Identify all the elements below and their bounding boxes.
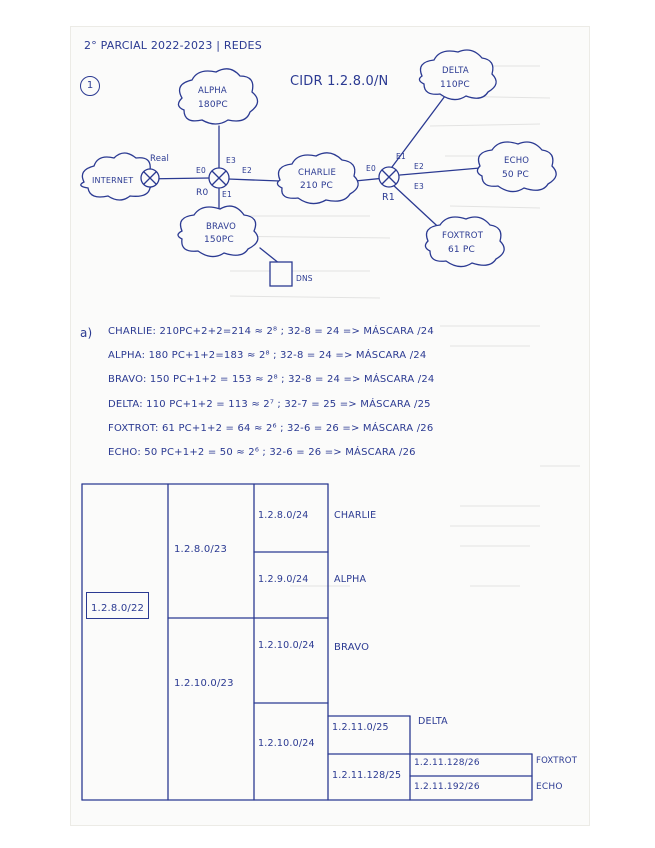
r1-e1-label: E1 <box>396 152 406 161</box>
cloud-foxtrot-name: FOXTROT <box>442 231 484 241</box>
paper-sheet <box>70 26 590 826</box>
level2-name-charlie: CHARLIE <box>334 510 377 521</box>
cloud-delta-name: DELTA <box>442 66 469 76</box>
cloud-alpha-pcs: 180PC <box>198 100 228 110</box>
cloud-bravo-name: BRAVO <box>206 222 237 232</box>
exam-title: 2° PARCIAL 2022-2023 | REDES <box>84 39 262 52</box>
dns-label: DNS <box>296 274 313 283</box>
level2-subnet-3: 1.2.10.0/24 <box>258 738 315 749</box>
level4-subnet-0: 1.2.11.128/26 <box>414 758 480 768</box>
level2-subnet-1: 1.2.9.0/24 <box>258 574 309 585</box>
calc-line-echo: ECHO: 50 PC+1+2 = 50 ≈ 2⁶ ; 32-6 = 26 => MÁSCARA /26 <box>108 447 416 458</box>
part-a-label: a) <box>80 326 93 340</box>
r0-e3-label: E3 <box>226 156 236 165</box>
level2-name-alpha: ALPHA <box>334 574 367 585</box>
cloud-alpha-name: ALPHA <box>198 86 227 96</box>
cloud-foxtrot-pcs: 61 PC <box>448 245 476 255</box>
calc-line-charlie: CHARLIE: 210PC+2+2=214 ≈ 2⁸ ; 32-8 = 24 => MÁSCARA /24 <box>108 326 434 337</box>
cidr-label: CIDR 1.2.8.0/N <box>290 74 389 89</box>
cloud-charlie-pcs: 210 PC <box>300 181 333 191</box>
level2-subnet-2: 1.2.10.0/24 <box>258 640 315 651</box>
cloud-echo-name: ECHO <box>504 156 530 166</box>
r0-e0-label: E0 <box>196 166 206 175</box>
level4-name-echo: ECHO <box>536 782 563 792</box>
cloud-delta-pcs: 110PC <box>440 80 470 90</box>
calc-line-delta: DELTA: 110 PC+1+2 = 113 ≈ 2⁷ ; 32-7 = 25 => MÁSCARA /25 <box>108 399 431 410</box>
root-subnet: 1.2.8.0/22 <box>91 603 145 614</box>
r1-e2-label: E2 <box>414 162 424 171</box>
level4-subnet-1: 1.2.11.192/26 <box>414 782 480 792</box>
router-real-label: Real <box>150 154 170 164</box>
router-r1-label: R1 <box>382 192 396 203</box>
r1-e3-label: E3 <box>414 182 424 191</box>
root-subnet-box <box>86 592 149 619</box>
calc-line-foxtrot: FOXTROT: 61 PC+1+2 = 64 ≈ 2⁶ ; 32-6 = 26 => MÁSCARA /26 <box>108 423 434 434</box>
calc-line-bravo: BRAVO: 150 PC+1+2 = 153 ≈ 2⁸ ; 32-8 = 24 => MÁSCARA /24 <box>108 374 435 385</box>
level1-subnet-0: 1.2.8.0/23 <box>174 544 228 555</box>
level3-subnet-1: 1.2.11.128/25 <box>332 770 402 781</box>
level4-name-foxtrot: FOXTROT <box>536 756 578 766</box>
r0-e1-label: E1 <box>222 190 232 199</box>
router-r0-label: R0 <box>196 188 209 198</box>
level1-subnet-1: 1.2.10.0/23 <box>174 678 234 689</box>
cloud-internet-name: INTERNET <box>92 176 134 185</box>
level3-subnet-0: 1.2.11.0/25 <box>332 722 389 733</box>
exercise-number: 1 <box>80 76 100 96</box>
r0-e2-label: E2 <box>242 166 252 175</box>
level2-name-bravo: BRAVO <box>334 642 370 653</box>
r1-e0-label: E0 <box>366 164 376 173</box>
calc-line-alpha: ALPHA: 180 PC+1+2=183 ≈ 2⁸ ; 32-8 = 24 => MÁSCARA /24 <box>108 350 427 361</box>
cloud-charlie-name: CHARLIE <box>298 168 337 178</box>
level2-subnet-0: 1.2.8.0/24 <box>258 510 309 521</box>
level3-name-delta: DELTA <box>418 716 448 727</box>
subnet-table-lines <box>70 26 590 826</box>
cloud-echo-pcs: 50 PC <box>502 170 530 180</box>
cloud-bravo-pcs: 150PC <box>204 235 234 245</box>
